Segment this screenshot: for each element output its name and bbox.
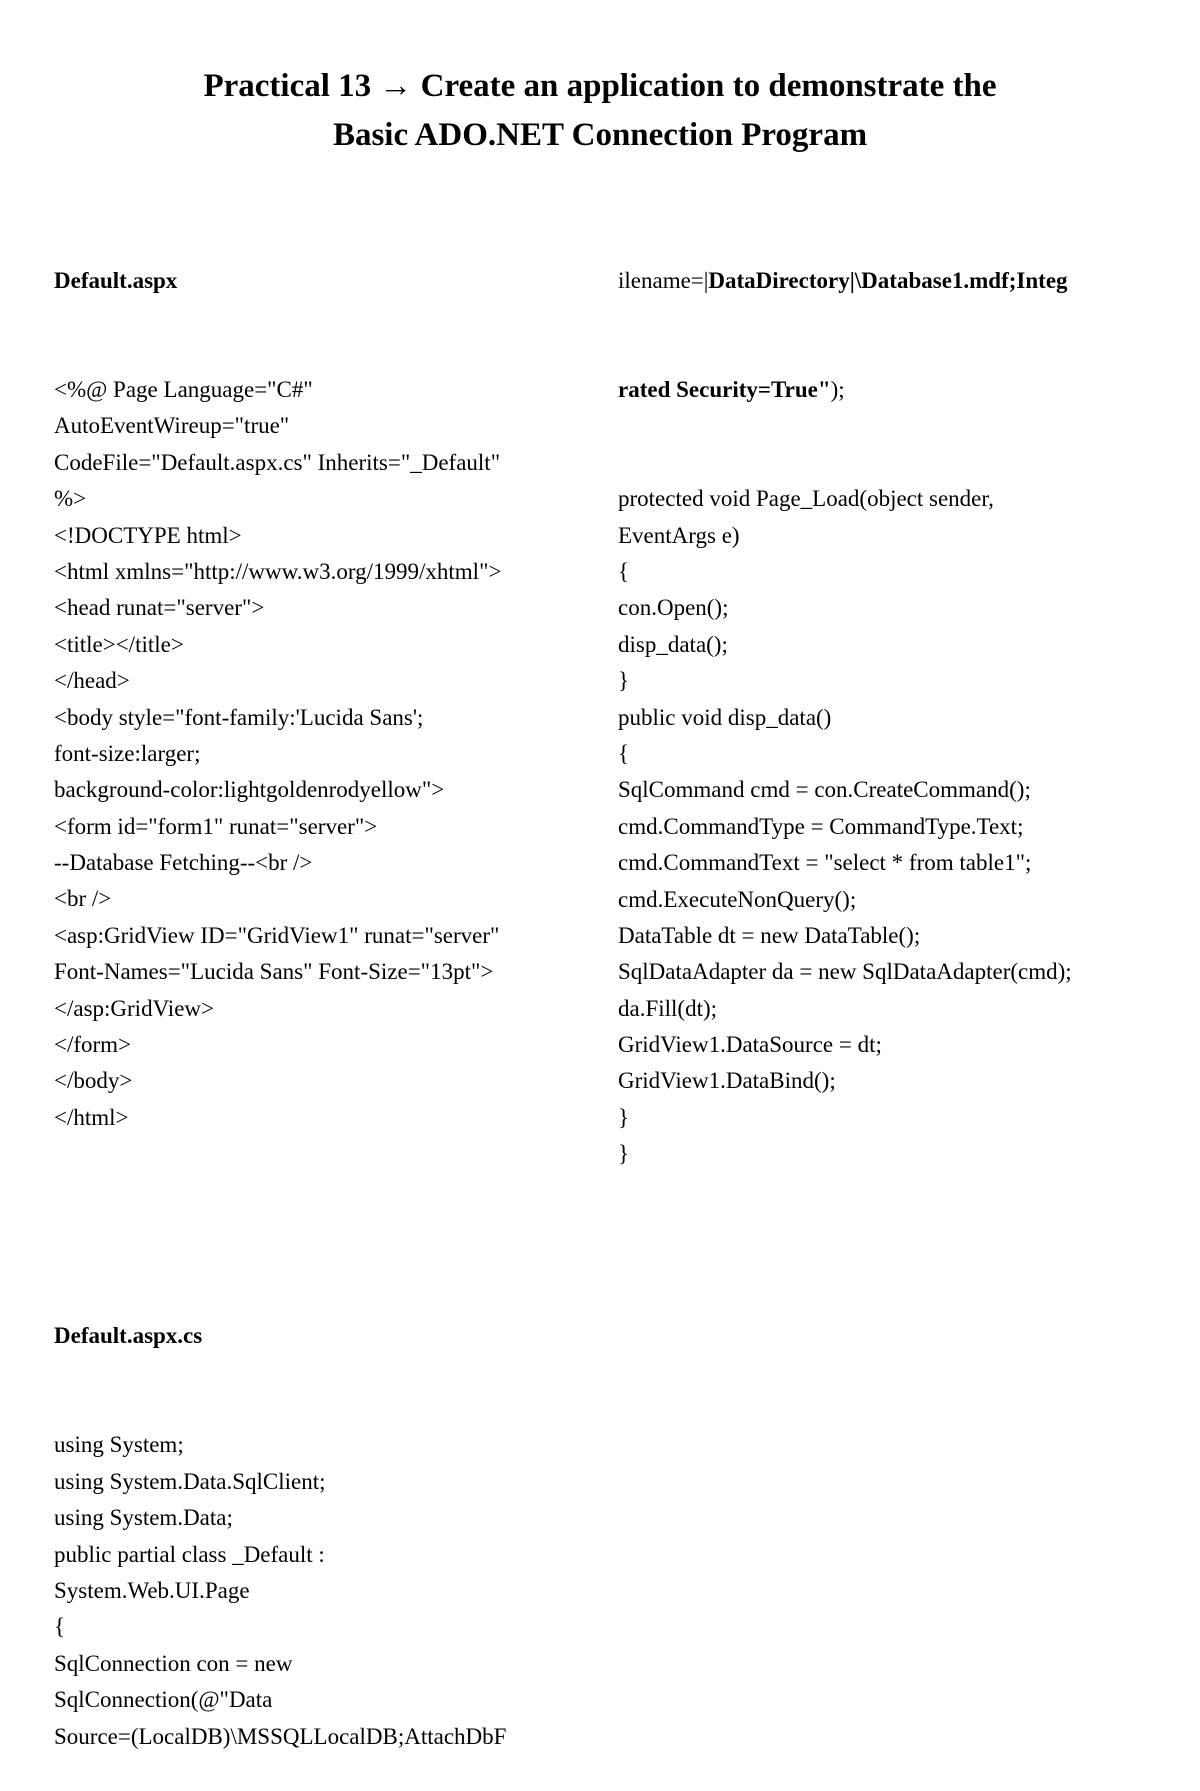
connection-string-close: ); <box>830 377 845 403</box>
connection-string-bold-end: rated Security=True" <box>618 377 831 403</box>
code-line: <title></title> <box>54 631 184 657</box>
code-line: { <box>54 1614 66 1640</box>
code-line: SqlConnection(@"Data <box>54 1687 273 1713</box>
code-line: using System.Data; <box>54 1505 233 1531</box>
code-line: cmd.CommandType = CommandType.Text; <box>618 813 1024 839</box>
code-line: </body> <box>54 1068 133 1094</box>
code-line: <html xmlns="http://www.w3.org/1999/xhtml"> <box>54 558 502 584</box>
code-line: EventArgs e) <box>618 522 740 548</box>
right-column <box>618 190 1178 1209</box>
code-line: cmd.ExecuteNonQuery(); <box>618 886 857 912</box>
cs-heading: Default.aspx.cs <box>54 1323 203 1349</box>
code-line: } <box>618 1141 630 1167</box>
code-line: Font-Names="Lucida Sans" Font-Size="13pt"> <box>54 959 494 985</box>
code-line: { <box>618 559 630 584</box>
connection-string-line-1 <box>618 263 1178 299</box>
code-line: <br /> <box>54 886 112 912</box>
code-line: using System.Data.SqlClient; <box>54 1468 326 1494</box>
code-line: <form id="form1" runat="server"> <box>54 813 378 839</box>
code-line: %> <box>54 486 87 512</box>
left-column <box>54 190 604 1791</box>
code-line: background-color:lightgoldenrodyellow"> <box>54 777 445 803</box>
code-line: <head runat="server"> <box>54 595 265 621</box>
aspx-code-block <box>54 372 604 1136</box>
cs-code-block <box>54 1427 604 1755</box>
code-line: </html> <box>54 1104 129 1130</box>
connection-string-plain: ilename=| <box>618 267 709 293</box>
code-line: AutoEventWireup="true" <box>54 413 290 439</box>
page-title <box>0 62 1200 160</box>
code-line: GridView1.DataSource = dt; <box>618 1032 882 1058</box>
code-line: da.Fill(dt); <box>618 995 718 1021</box>
code-line: } <box>618 668 630 694</box>
code-line: con.Open(); <box>618 595 729 621</box>
code-line: GridView1.DataBind(); <box>618 1068 836 1094</box>
code-line: </form> <box>54 1032 132 1058</box>
code-line: <%@ Page Language="C#" <box>54 377 313 403</box>
connection-string-line-2 <box>618 372 1178 408</box>
code-line: SqlCommand cmd = con.CreateCommand(); <box>618 777 1031 803</box>
section-spacer <box>54 1209 604 1245</box>
code-line: --Database Fetching--<br /> <box>54 850 313 876</box>
code-line: public void disp_data() <box>618 704 832 730</box>
code-line: </asp:GridView> <box>54 995 214 1021</box>
code-line: disp_data(); <box>618 631 728 657</box>
code-line: using System; <box>54 1432 184 1458</box>
code-line: protected void Page_Load(object sender, <box>618 486 994 512</box>
code-line: { <box>618 740 630 766</box>
code-line: CodeFile="Default.aspx.cs" Inherits="_Default" <box>54 449 501 475</box>
code-line: System.Web.UI.Page <box>54 1578 250 1603</box>
code-line: </head> <box>54 668 130 694</box>
code-line: } <box>618 1104 630 1130</box>
connection-string-bold: DataDirectory|\Database1.mdf;Integ <box>708 267 1068 293</box>
cs-code-block-continued <box>618 481 1178 1172</box>
title-line-2: Basic ADO.NET Connection Program <box>332 117 868 153</box>
code-line: <!DOCTYPE html> <box>54 522 242 548</box>
code-line: SqlDataAdapter da = new SqlDataAdapter(cmd); <box>618 959 1072 985</box>
code-line: font-size:larger; <box>54 740 201 766</box>
code-line: SqlConnection con = new <box>54 1650 293 1676</box>
code-line: cmd.CommandText = "select * from table1"; <box>618 850 1032 876</box>
code-line: <body style="font-family:'Lucida Sans'; <box>54 704 424 730</box>
title-line-1: Practical 13 → Create an application to demonstrate the <box>203 68 997 104</box>
code-line: <asp:GridView ID="GridView1" runat="server" <box>54 922 500 948</box>
code-line: DataTable dt = new DataTable(); <box>618 922 921 948</box>
aspx-heading: Default.aspx <box>54 267 178 293</box>
code-line: public partial class _Default : <box>54 1541 325 1567</box>
code-line: Source=(LocalDB)\MSSQLLocalDB;AttachDbF <box>54 1723 507 1749</box>
